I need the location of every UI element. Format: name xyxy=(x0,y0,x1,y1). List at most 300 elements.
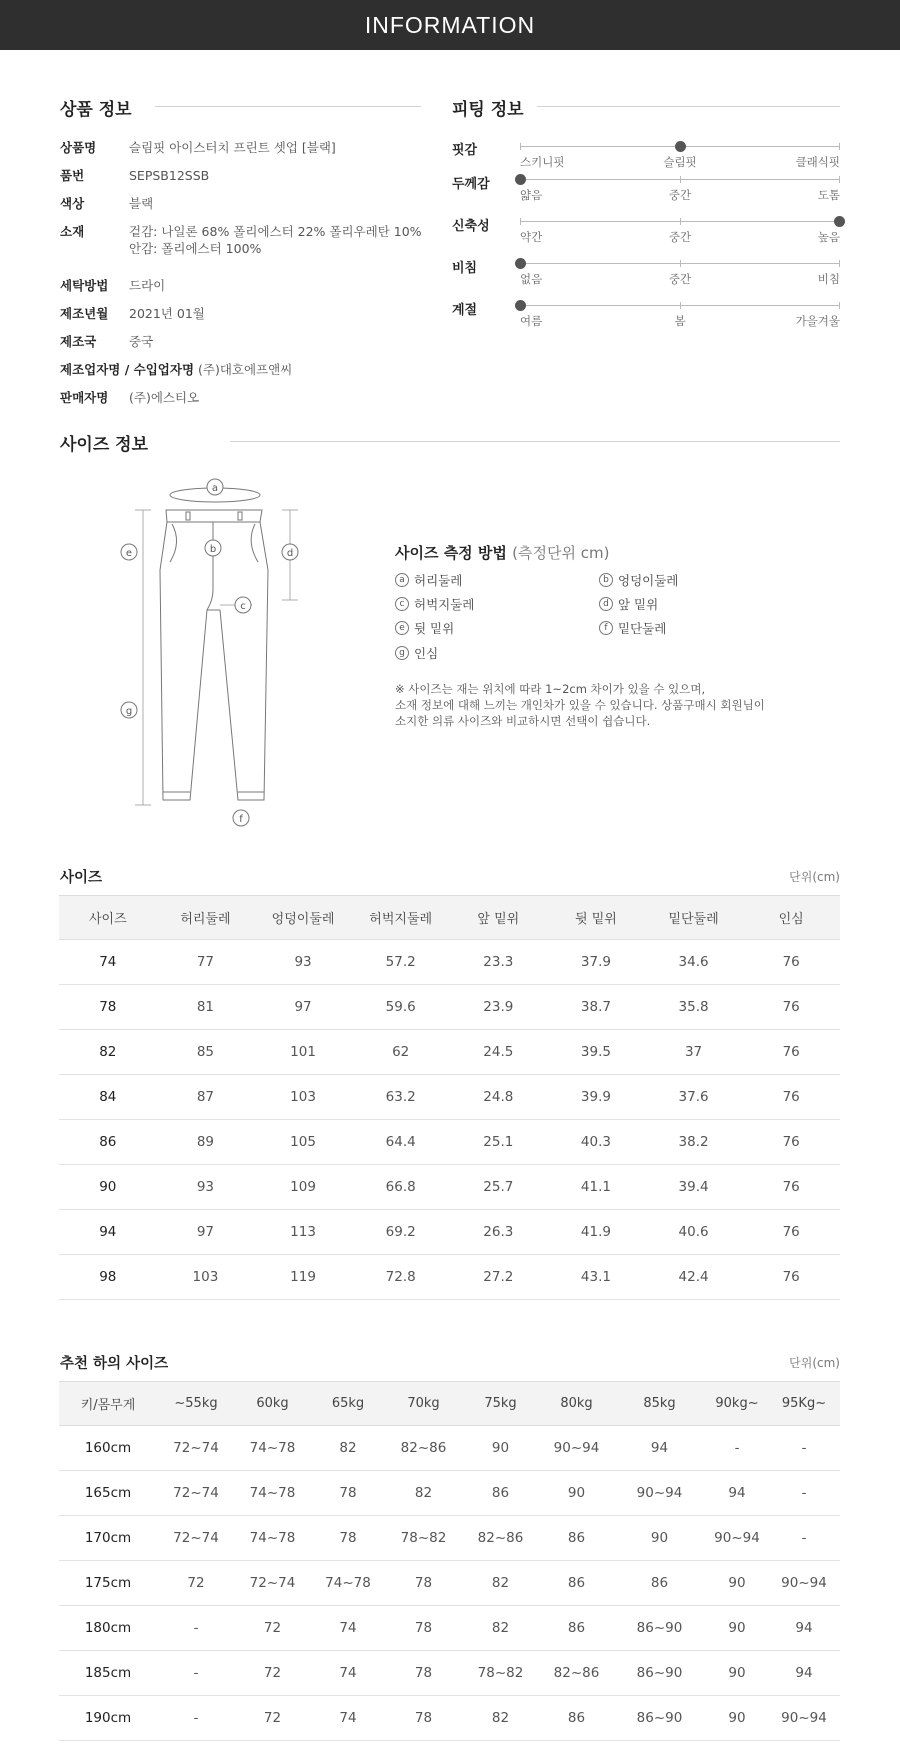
table-cell: 94 xyxy=(768,1651,840,1696)
measure-label: 뒷 밑위 xyxy=(414,621,455,636)
measure-note xyxy=(395,681,765,729)
table-cell: 90~94 xyxy=(706,1516,768,1561)
table-cell: 78 xyxy=(310,1471,386,1516)
table-cell: 81 xyxy=(157,985,255,1030)
table-cell: 76 xyxy=(742,1165,840,1210)
table-cell: 37 xyxy=(645,1030,743,1075)
product-info-row xyxy=(60,223,422,257)
rec-table-unit: 단위(cm) xyxy=(789,1356,840,1370)
header-title: INFORMATION xyxy=(364,11,536,38)
product-info-label: 품번 xyxy=(60,168,85,183)
table-cell: 69.2 xyxy=(352,1210,450,1255)
table-cell: 24.8 xyxy=(450,1075,548,1120)
product-info-title: 상품 정보 xyxy=(60,100,132,120)
table-cell: 82 xyxy=(461,1606,540,1651)
table-cell: 72 xyxy=(235,1696,310,1741)
table-cell: 43.1 xyxy=(547,1255,645,1300)
table-row xyxy=(59,1030,840,1075)
fit-option-label: 중간 xyxy=(668,230,692,244)
fit-tick xyxy=(520,218,521,225)
product-info-value: (주)대호에프앤씨 xyxy=(198,362,293,377)
table-cell: 86 xyxy=(59,1120,157,1165)
size-table-unit: 단위(cm) xyxy=(789,870,840,884)
size-table-title: 사이즈 xyxy=(60,870,103,886)
table-cell: 94 xyxy=(59,1210,157,1255)
measure-label: 앞 밑위 xyxy=(618,597,659,612)
table-cell: - xyxy=(706,1426,768,1471)
table-cell: 41.1 xyxy=(547,1165,645,1210)
table-cell: 74~78 xyxy=(310,1561,386,1606)
product-info-value-wrap xyxy=(129,223,422,257)
table-cell: 25.7 xyxy=(450,1165,548,1210)
table-cell: 78~82 xyxy=(461,1651,540,1696)
table-cell: 90~94 xyxy=(768,1561,840,1606)
table-cell: 90 xyxy=(59,1165,157,1210)
table-row xyxy=(59,940,840,985)
table-cell: 63.2 xyxy=(352,1075,450,1120)
table-cell: 94 xyxy=(706,1471,768,1516)
table-cell: 82 xyxy=(310,1426,386,1471)
table-header-cell: 앞 밑위 xyxy=(450,896,548,940)
table-cell: 113 xyxy=(254,1210,352,1255)
fit-option-label: 얇음 xyxy=(520,188,543,202)
table-cell: 90 xyxy=(706,1561,768,1606)
fit-option-label: 슬림핏 xyxy=(663,155,697,169)
fit-selected-dot xyxy=(515,258,526,269)
product-info-label: 색상 xyxy=(60,196,85,211)
table-cell: 90~94 xyxy=(768,1696,840,1741)
table-cell: 160cm xyxy=(59,1426,157,1471)
table-header-cell: 80kg xyxy=(540,1382,613,1426)
table-cell: - xyxy=(157,1606,235,1651)
measure-title-text: 사이즈 측정 방법 xyxy=(395,544,507,562)
header-bar xyxy=(0,0,900,50)
table-cell: 42.4 xyxy=(645,1255,743,1300)
table-row xyxy=(59,1165,840,1210)
table-cell: 40.3 xyxy=(547,1120,645,1165)
fit-selected-dot xyxy=(515,300,526,311)
pocket-left xyxy=(170,524,177,562)
table-cell: 76 xyxy=(742,985,840,1030)
table-cell: 77 xyxy=(157,940,255,985)
product-info-row xyxy=(60,167,209,184)
table-header-cell: 70kg xyxy=(386,1382,461,1426)
table-header-cell: 뒷 밑위 xyxy=(547,896,645,940)
fit-tick xyxy=(680,302,681,309)
marker-d xyxy=(282,544,298,560)
table-header-cell: 밑단둘레 xyxy=(645,896,743,940)
product-info-value-wrap xyxy=(129,277,165,294)
fit-tick xyxy=(839,143,840,150)
table-cell: 90 xyxy=(613,1516,706,1561)
table-cell: 72 xyxy=(235,1606,310,1651)
table-header-cell: 85kg xyxy=(613,1382,706,1426)
table-cell: 89 xyxy=(157,1120,255,1165)
measure-note-line: 소지한 의류 사이즈와 비교하시면 선택이 쉽습니다. xyxy=(395,714,651,728)
table-header-cell: 75kg xyxy=(461,1382,540,1426)
table-cell: 185cm xyxy=(59,1651,157,1696)
product-info-value-wrap xyxy=(129,333,153,350)
fly-line xyxy=(207,522,213,610)
product-info-label: 상품명 xyxy=(60,140,97,155)
table-cell: 72~74 xyxy=(235,1561,310,1606)
measure-title xyxy=(395,542,609,563)
measure-marker: c xyxy=(395,597,409,611)
table-cell: 97 xyxy=(254,985,352,1030)
table-header-cell: ~55kg xyxy=(157,1382,235,1426)
svg-text:b: b xyxy=(209,544,217,555)
table-cell: 82 xyxy=(461,1561,540,1606)
product-info-value: 블랙 xyxy=(129,196,154,211)
product-info-value-wrap xyxy=(129,195,153,212)
product-info-row xyxy=(60,139,336,156)
table-cell: 86 xyxy=(540,1606,613,1651)
product-info-label: 제조업자명 / 수입업자명 xyxy=(60,362,195,377)
product-info-label: 소재 xyxy=(60,224,85,239)
table-cell: 59.6 xyxy=(352,985,450,1030)
table-cell: 78 xyxy=(310,1516,386,1561)
fit-track xyxy=(520,179,840,180)
table-cell: 90~94 xyxy=(613,1471,706,1516)
table-header-cell: 90kg~ xyxy=(706,1382,768,1426)
product-info-row xyxy=(60,195,153,212)
table-cell: 74~78 xyxy=(235,1516,310,1561)
table-header-cell: 키/몸무게 xyxy=(59,1382,157,1426)
fit-label: 신축성 xyxy=(452,219,490,234)
table-header-cell: 사이즈 xyxy=(59,896,157,940)
table-cell: 86 xyxy=(540,1696,613,1741)
measure-item xyxy=(395,619,454,637)
table-cell: 82~86 xyxy=(386,1426,461,1471)
table-cell: 78~82 xyxy=(386,1516,461,1561)
product-info-label: 판매자명 xyxy=(60,390,109,405)
marker-b xyxy=(205,540,221,556)
table-cell: 86 xyxy=(540,1561,613,1606)
product-info-value: 중국 xyxy=(129,334,154,349)
product-info-value: SEPSB12SSB xyxy=(129,168,210,183)
table-cell: 72~74 xyxy=(157,1516,235,1561)
table-cell: 84 xyxy=(59,1075,157,1120)
table-header-cell: 95Kg~ xyxy=(768,1382,840,1426)
fit-option-label: 약간 xyxy=(520,230,543,244)
table-cell: 76 xyxy=(742,1210,840,1255)
measure-label: 엉덩이둘레 xyxy=(618,573,679,588)
table-cell: 74 xyxy=(59,940,157,985)
marker-g xyxy=(121,702,137,718)
marker-a xyxy=(207,479,223,495)
fit-track xyxy=(520,305,840,306)
table-cell: 97 xyxy=(157,1210,255,1255)
measure-marker: a xyxy=(395,573,409,587)
product-info-value: 슬림핏 아이스터치 프린트 셋업 [블랙] xyxy=(129,140,336,155)
fitting-info-title: 피팅 정보 xyxy=(452,100,524,120)
measure-marker: e xyxy=(395,621,409,635)
table-cell: 78 xyxy=(59,985,157,1030)
product-info-value: 드라이 xyxy=(129,278,166,293)
belt-loop-left xyxy=(186,512,190,520)
table-cell: 86 xyxy=(613,1561,706,1606)
table-cell: - xyxy=(157,1651,235,1696)
product-info-value-wrap xyxy=(129,167,209,184)
table-cell: - xyxy=(157,1696,235,1741)
fit-tick xyxy=(680,260,681,267)
table-cell: 57.2 xyxy=(352,940,450,985)
product-info-row xyxy=(60,389,199,406)
table-header-cell: 엉덩이둘레 xyxy=(254,896,352,940)
table-cell: 38.7 xyxy=(547,985,645,1030)
table-cell: 86~90 xyxy=(613,1651,706,1696)
table-cell: 74~78 xyxy=(235,1471,310,1516)
measure-item xyxy=(395,644,438,662)
table-cell: 78 xyxy=(386,1696,461,1741)
table-header-cell: 인심 xyxy=(742,896,840,940)
fit-option-label: 가을겨울 xyxy=(795,314,840,328)
fit-option-label: 없음 xyxy=(520,272,543,286)
rec-table xyxy=(59,1381,840,1741)
left-leg xyxy=(160,522,207,800)
fit-option-label: 봄 xyxy=(674,314,686,328)
fit-option-label: 높음 xyxy=(817,230,840,244)
table-cell: 109 xyxy=(254,1165,352,1210)
belt-loop-right xyxy=(238,512,242,520)
product-info-value-2: 안감: 폴리에스터 100% xyxy=(129,241,262,256)
table-cell: 170cm xyxy=(59,1516,157,1561)
table-cell: 90 xyxy=(706,1606,768,1651)
fit-option-label: 중간 xyxy=(668,272,692,286)
table-row xyxy=(59,1075,840,1120)
table-cell: 82 xyxy=(461,1696,540,1741)
table-cell: 103 xyxy=(157,1255,255,1300)
fit-selected-dot xyxy=(675,141,686,152)
product-info-value-wrap xyxy=(129,139,336,156)
table-cell: - xyxy=(768,1426,840,1471)
fit-label: 계절 xyxy=(452,303,478,318)
product-info-value: (주)에스티오 xyxy=(129,390,200,405)
measure-marker: b xyxy=(599,573,613,587)
table-cell: 87 xyxy=(157,1075,255,1120)
table-row xyxy=(59,985,840,1030)
pants-diagram xyxy=(110,470,310,830)
table-cell: 74~78 xyxy=(235,1426,310,1471)
marker-e xyxy=(121,544,137,560)
table-cell: 94 xyxy=(613,1426,706,1471)
measure-unit: (측정단위 cm) xyxy=(512,544,610,562)
table-cell: 64.4 xyxy=(352,1120,450,1165)
svg-text:c: c xyxy=(240,601,246,612)
fit-option-label: 여름 xyxy=(520,314,543,328)
table-cell: 76 xyxy=(742,940,840,985)
table-cell: 62 xyxy=(352,1030,450,1075)
table-cell: 39.4 xyxy=(645,1165,743,1210)
table-cell: 39.5 xyxy=(547,1030,645,1075)
table-cell: 93 xyxy=(157,1165,255,1210)
fit-label: 핏감 xyxy=(452,143,478,158)
table-cell: 90 xyxy=(706,1651,768,1696)
table-cell: 25.1 xyxy=(450,1120,548,1165)
product-info-value: 2021년 01월 xyxy=(129,306,205,321)
svg-text:d: d xyxy=(286,548,294,559)
svg-text:g: g xyxy=(125,706,133,717)
table-row xyxy=(59,1696,840,1741)
measure-label: 허리둘레 xyxy=(414,573,463,588)
table-cell: 41.9 xyxy=(547,1210,645,1255)
table-cell: 82 xyxy=(59,1030,157,1075)
svg-text:f: f xyxy=(239,814,243,825)
table-cell: 78 xyxy=(386,1561,461,1606)
table-cell: 82 xyxy=(386,1471,461,1516)
table-row xyxy=(59,1471,840,1516)
fit-selected-dot xyxy=(834,216,845,227)
fit-track xyxy=(520,146,840,147)
fit-tick xyxy=(680,218,681,225)
table-cell: 74 xyxy=(310,1696,386,1741)
table-header-cell: 65kg xyxy=(310,1382,386,1426)
fit-option-label: 중간 xyxy=(668,188,692,202)
size-info-divider xyxy=(230,441,840,442)
fitting-info-divider xyxy=(537,106,840,107)
table-cell: 101 xyxy=(254,1030,352,1075)
measure-item xyxy=(599,619,666,637)
table-cell: 74 xyxy=(310,1651,386,1696)
measure-note-line: 소재 정보에 대해 느끼는 개인차가 있을 수 있습니다. 상품구매시 회원님이 xyxy=(395,698,765,712)
product-info-label: 세탁방법 xyxy=(60,278,109,293)
table-cell: 165cm xyxy=(59,1471,157,1516)
table-header-cell: 60kg xyxy=(235,1382,310,1426)
table-cell: 90~94 xyxy=(540,1426,613,1471)
fit-tick xyxy=(839,260,840,267)
table-cell: 72~74 xyxy=(157,1471,235,1516)
measure-item xyxy=(599,571,678,589)
fit-tick xyxy=(839,176,840,183)
size-table xyxy=(59,895,840,1300)
table-cell: 90 xyxy=(540,1471,613,1516)
measure-note-line: ※ 사이즈는 재는 위치에 따라 1~2cm 차이가 있을 수 있으며, xyxy=(395,682,706,696)
table-cell: 37.9 xyxy=(547,940,645,985)
table-row xyxy=(59,1210,840,1255)
measure-item xyxy=(395,595,474,613)
fit-option-label: 도톰 xyxy=(817,188,840,202)
table-cell: 72 xyxy=(157,1561,235,1606)
table-cell: 76 xyxy=(742,1120,840,1165)
table-cell: 37.6 xyxy=(645,1075,743,1120)
svg-text:a: a xyxy=(211,483,219,494)
fit-track xyxy=(520,221,840,222)
product-info-value: 겉감: 나일론 68% 폴리에스터 22% 폴리우레탄 10% xyxy=(129,224,422,239)
table-cell: 82~86 xyxy=(461,1516,540,1561)
table-row xyxy=(59,1255,840,1300)
marker-f xyxy=(233,810,249,826)
table-row xyxy=(59,1516,840,1561)
rec-table-title: 추천 하의 사이즈 xyxy=(60,1356,169,1372)
fit-label: 두께감 xyxy=(452,177,490,192)
table-cell: 190cm xyxy=(59,1696,157,1741)
svg-text:e: e xyxy=(125,548,133,559)
table-cell: 76 xyxy=(742,1255,840,1300)
product-info-row xyxy=(60,333,153,350)
product-info-value-wrap xyxy=(198,361,292,378)
fit-track xyxy=(520,263,840,264)
table-cell: 90 xyxy=(706,1696,768,1741)
table-cell: 93 xyxy=(254,940,352,985)
table-cell: 27.2 xyxy=(450,1255,548,1300)
product-info-label: 제조년월 xyxy=(60,306,109,321)
measure-label: 밑단둘레 xyxy=(618,621,667,636)
table-cell: 24.5 xyxy=(450,1030,548,1075)
table-cell: - xyxy=(768,1471,840,1516)
measure-marker: f xyxy=(599,621,613,635)
table-cell: 34.6 xyxy=(645,940,743,985)
table-cell: 39.9 xyxy=(547,1075,645,1120)
table-header-cell: 허리둘레 xyxy=(157,896,255,940)
product-info-value-wrap xyxy=(129,305,205,322)
fit-option-label: 스키니핏 xyxy=(520,155,565,169)
table-cell: 86 xyxy=(540,1516,613,1561)
fit-option-label: 비침 xyxy=(817,272,840,286)
table-cell: - xyxy=(768,1516,840,1561)
table-row xyxy=(59,1426,840,1471)
table-cell: 72~74 xyxy=(157,1426,235,1471)
fit-tick xyxy=(839,302,840,309)
table-cell: 23.3 xyxy=(450,940,548,985)
table-cell: 78 xyxy=(386,1606,461,1651)
fit-tick xyxy=(520,143,521,150)
table-cell: 26.3 xyxy=(450,1210,548,1255)
table-cell: 94 xyxy=(768,1606,840,1651)
right-leg xyxy=(220,522,268,800)
fit-option-label: 클래식핏 xyxy=(795,155,840,169)
table-header-cell: 허벅지둘레 xyxy=(352,896,450,940)
table-cell: 90 xyxy=(461,1426,540,1471)
fit-tick xyxy=(680,176,681,183)
table-cell: 85 xyxy=(157,1030,255,1075)
table-cell: 86~90 xyxy=(613,1606,706,1651)
fit-selected-dot xyxy=(515,174,526,185)
table-row xyxy=(59,1120,840,1165)
product-info-divider xyxy=(155,106,421,107)
table-cell: 82~86 xyxy=(540,1651,613,1696)
table-cell: 98 xyxy=(59,1255,157,1300)
measure-label: 인심 xyxy=(414,646,439,661)
product-info-row xyxy=(60,277,165,294)
table-cell: 119 xyxy=(254,1255,352,1300)
product-info-value-wrap xyxy=(129,389,199,406)
measure-marker: g xyxy=(395,646,409,660)
marker-c xyxy=(235,597,251,613)
table-cell: 86 xyxy=(461,1471,540,1516)
table-cell: 78 xyxy=(386,1651,461,1696)
fit-label: 비침 xyxy=(452,261,478,276)
table-cell: 175cm xyxy=(59,1561,157,1606)
table-cell: 23.9 xyxy=(450,985,548,1030)
table-cell: 86~90 xyxy=(613,1696,706,1741)
table-cell: 72.8 xyxy=(352,1255,450,1300)
measure-marker: d xyxy=(599,597,613,611)
product-info-row xyxy=(60,305,205,322)
size-info-title: 사이즈 정보 xyxy=(60,435,149,455)
table-cell: 72 xyxy=(235,1651,310,1696)
table-cell: 76 xyxy=(742,1030,840,1075)
table-row xyxy=(59,1561,840,1606)
product-info-label: 제조국 xyxy=(60,334,97,349)
table-cell: 180cm xyxy=(59,1606,157,1651)
table-cell: 40.6 xyxy=(645,1210,743,1255)
table-row xyxy=(59,1651,840,1696)
table-row xyxy=(59,1606,840,1651)
table-cell: 38.2 xyxy=(645,1120,743,1165)
pocket-right xyxy=(251,524,258,562)
product-info-row xyxy=(60,361,292,378)
table-cell: 74 xyxy=(310,1606,386,1651)
